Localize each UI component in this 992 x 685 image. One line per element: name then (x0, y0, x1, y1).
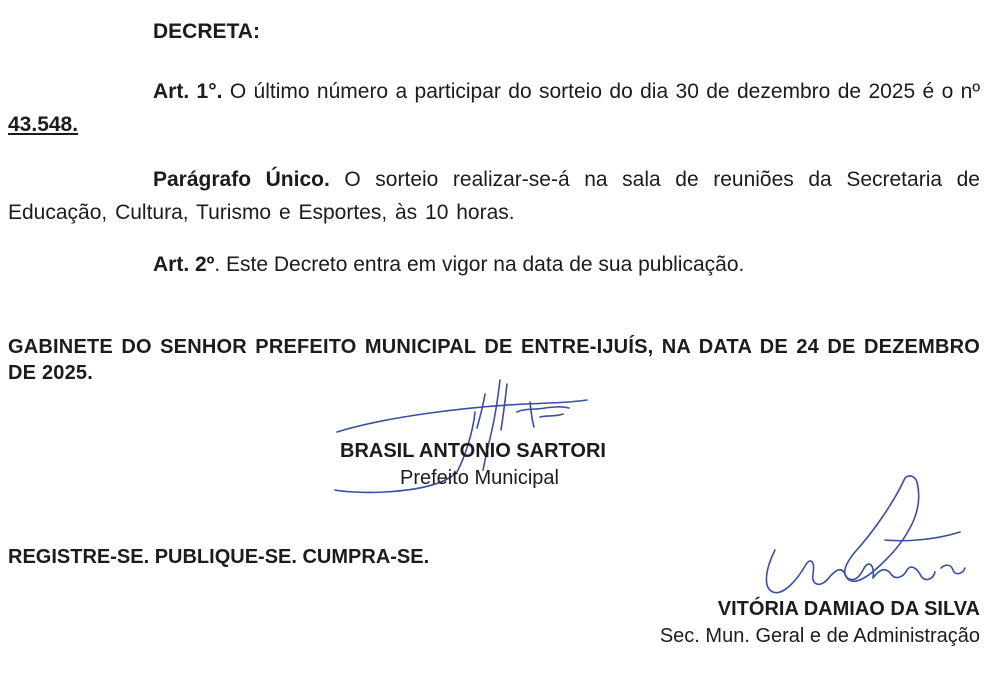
sole-paragraph-label: Parágrafo Único. (153, 168, 330, 191)
decree-heading: DECRETA: (153, 20, 260, 43)
article-2-text: . Este Decreto entra em vigor na data de sua publicação. (214, 253, 745, 276)
article-1 (8, 75, 980, 141)
cabinet-statement: GABINETE DO SENHOR PREFEITO MUNICIPAL DE ENTRE-IJUÍS, NA DATA DE 24 DE DEZEMBRO DE 2025. (8, 336, 980, 384)
article-1-number: 43.548. (8, 113, 79, 136)
article-2 (153, 250, 744, 280)
sole-paragraph-text: O sorteio realizar-se-á na sala de reuniões da Secretaria de Educação, Cultura, Turismo e Esportes, às 10 horas. (8, 168, 980, 224)
secretary-role: Sec. Mun. Geral e de Administração (659, 625, 980, 647)
sole-paragraph (8, 163, 980, 229)
mayor-role: Prefeito Municipal (400, 467, 559, 489)
article-1-text: O último número a participar do sorteio do dia 30 de dezembro de 2025 é o nº (222, 80, 980, 103)
article-1-label: Art. 1°. (153, 80, 223, 103)
secretary-name: VITÓRIA DAMIAO DA SILVA (717, 598, 980, 620)
secretary-signature (745, 470, 985, 610)
mayor-name: BRASIL ANTONIO SARTORI (340, 440, 606, 462)
registration-statement: REGISTRE-SE. PUBLIQUE-SE. CUMPRA-SE. (8, 546, 430, 568)
article-2-label: Art. 2º (153, 253, 215, 276)
